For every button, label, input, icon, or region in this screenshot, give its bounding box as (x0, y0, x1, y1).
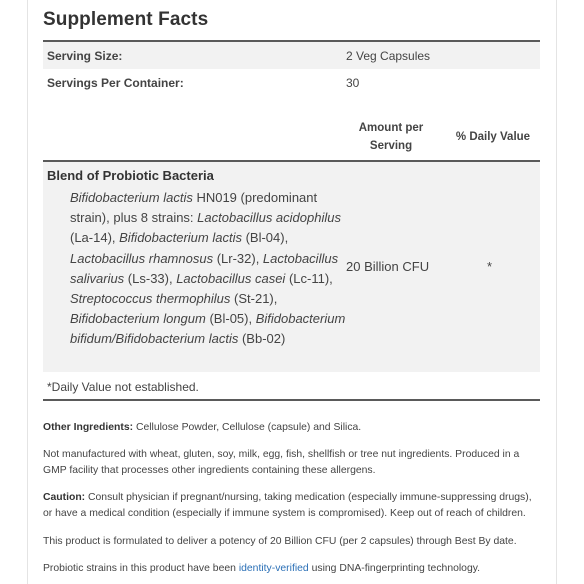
identity-verified-link[interactable]: identity-verified (238, 563, 309, 574)
strain-code: (Lr-32), (213, 250, 263, 266)
blend-name: Blend of Probiotic Bacteria (47, 168, 214, 183)
strain-code: HN019 (predominant strain), plus 8 strains: (70, 190, 318, 226)
bottom-divider (43, 399, 540, 401)
strain-code: (La-14), (70, 230, 120, 246)
strain-code: (Ls-33), (124, 270, 177, 286)
strain-name: Lactobacillus salivarius (70, 250, 339, 286)
strain-name: Bifidobacterium bifidum/Bifidobacterium lactis (70, 311, 346, 347)
dv-header: % Daily Value (455, 131, 531, 143)
blend-daily-value: * (487, 259, 493, 274)
verification-text-after: using DNA-fingerprinting technology. (308, 563, 481, 574)
strain-name: Lactobacillus acidophilus (197, 210, 341, 226)
serving-size-label: Serving Size: (47, 49, 123, 63)
amount-header-line-2: Serving (369, 140, 413, 152)
caution-statement (43, 490, 543, 522)
strain-name: Lactobacillus rhamnosus (70, 250, 214, 266)
strain-code: (St-21), (230, 291, 278, 307)
verification-statement (43, 561, 543, 577)
daily-value-footnote: *Daily Value not established. (47, 380, 199, 394)
serving-size-value: 2 Veg Capsules (346, 49, 431, 63)
strain-name: Streptococcus thermophilus (70, 291, 231, 307)
amount-header (346, 119, 436, 155)
strain-list (70, 188, 350, 350)
caution-label: Caution: (43, 492, 86, 503)
strain-name: Bifidobacterium longum (70, 311, 206, 327)
strain-name: Lactobacillus casei (176, 270, 286, 286)
strain-name: Bifidobacterium lactis (119, 230, 242, 246)
blend-amount: 20 Billion CFU (346, 259, 430, 274)
strain-name: Bifidobacterium lactis (70, 190, 193, 205)
strain-code: (Bl-04), (241, 230, 289, 246)
panel-title: Supplement Facts (43, 9, 209, 30)
servings-value: 30 (346, 76, 360, 90)
servings-row (43, 69, 540, 96)
caution-text: Consult physician if pregnant/nursing, taking medication (especially immune-suppressing drugs), or have a medical condition (especially if immune system is compromised). Keep out of reach of children. (43, 492, 532, 519)
serving-size-row (43, 42, 540, 69)
blend-row (43, 162, 540, 372)
other-ingredients-text: Cellulose Powder, Cellulose (capsule) and Silica. (133, 422, 362, 433)
other-ingredients-label: Other Ingredients: (43, 422, 134, 433)
allergen-statement: Not manufactured with wheat, gluten, soy, milk, egg, fish, shellfish or tree nut ingredients. Produced in a GMP facility that processes other ingredients containing these allergens. (43, 449, 520, 476)
strain-code: (Lc-11), (285, 270, 333, 286)
strain-code: (Bl-05), (205, 311, 256, 327)
amount-header-line-1: Amount per (358, 122, 424, 134)
potency-statement: This product is formulated to deliver a potency of 20 Billion CFU (per 2 capsules) through Best By date. (43, 536, 517, 547)
verification-text-before: Probiotic strains in this product have been (43, 563, 239, 574)
strain-code: (Bb-02) (238, 331, 286, 347)
servings-label: Servings Per Container: (47, 76, 184, 90)
other-ingredients (43, 420, 543, 436)
